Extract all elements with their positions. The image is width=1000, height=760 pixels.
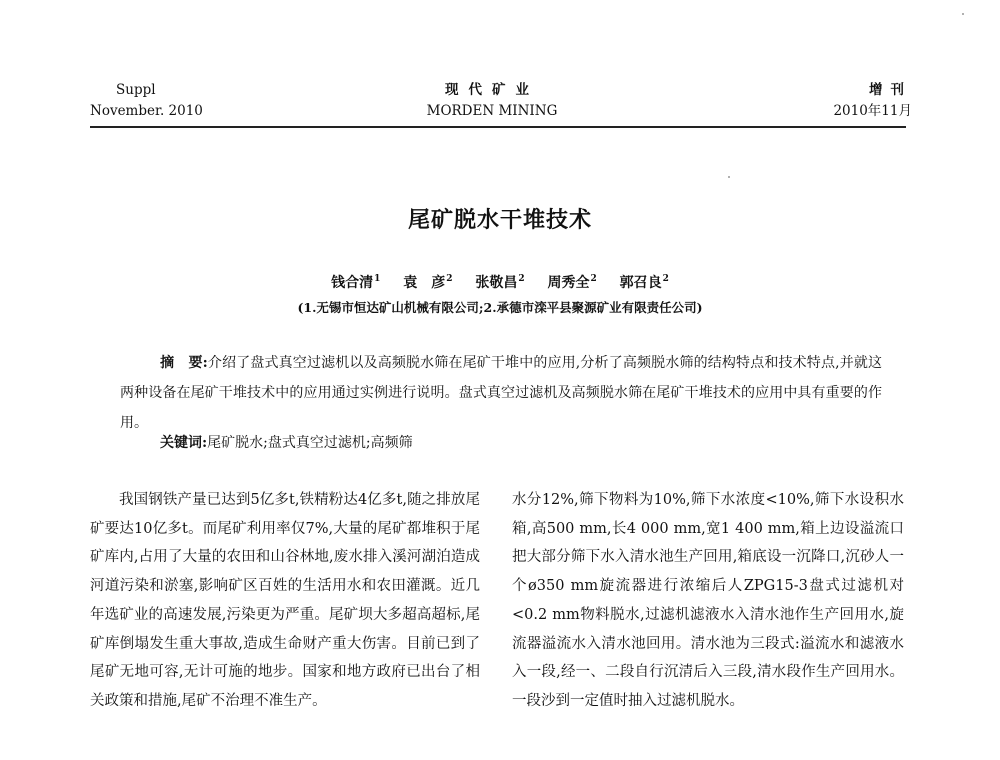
keywords	[160, 432, 413, 452]
body-paragraph: 我国钢铁产量已达到5亿多t,铁精粉达4亿多t,随之排放尾矿要达10亿多t。而尾矿利用率仅7%,大量的尾矿都堆积于尾矿库内,占用了大量的农田和山谷林地,废水排入溪河湖泊造成河道污染和淤塞,影响矿区百姓的生活用水和农田灌溉。近几年选矿业的高速发展,污染更为严重。尾矿坝大多超高超标,尾矿库倒塌发生重大事故,造成生命财产重大伤害。目前已到了尾矿无地可容,无计可施的地步。国家和地方政府已出台了相关政策和措施,尾矿不治理不准生产。	[90, 492, 480, 709]
abstract	[120, 348, 882, 438]
abstract-label: 摘 要:	[160, 355, 208, 371]
header-left	[90, 80, 203, 122]
journal-name-cn: 现代矿业	[445, 82, 539, 98]
journal-name-en: MORDEN MINING	[426, 103, 558, 119]
header-right	[833, 80, 912, 122]
body-column-left	[90, 486, 480, 716]
header-date-cn: 2010年11月	[833, 103, 912, 119]
header-suppl: Suppl	[116, 82, 156, 98]
article-title: 尾矿脱水干堆技术	[407, 207, 592, 233]
header-supplement-cn: 增刊	[869, 82, 912, 98]
scan-speck	[962, 13, 964, 15]
abstract-text: 介绍了盘式真空过滤机以及高频脱水筛在尾矿干堆中的应用,分析了高频脱水筛的结构特点和技术特点,并就这两种设备在尾矿干堆技术中的应用通过实例进行说明。盘式真空过滤机及高频脱水筛在尾矿干堆技术的应用中具有重要的作用。	[120, 355, 882, 431]
keywords-label: 关键词:	[160, 435, 208, 451]
keywords-text: 尾矿脱水;盘式真空过滤机;高频筛	[207, 435, 413, 451]
author: 钱合清$^1$	[331, 274, 381, 291]
scan-speck	[728, 176, 730, 178]
author: 周秀全$^2$	[547, 274, 597, 291]
body-paragraph: 水分12%,筛下物料为10%,筛下水浓度<10%,筛下水设积水箱,高500 mm,长4 000 mm,宽1 400 mm,箱上边设溢流口把大部分筛下水入清水池生产回用,箱底设一沉降口,沉砂人一个ø350 mm旋流器进行浓缩后人ZPG15-3盘式过滤机对<0.2 mm物料脱水,过滤机滤液水入清水池作生产回用水,旋流器溢流水入清水池回用。清水池为三段式:溢流水和滤液水入一段,经一、二段自行沉清后入三段,清水段作生产回用水。一段沙到一定值时抽入过滤机脱水。	[512, 492, 904, 709]
header-date-en: November. 2010	[90, 103, 203, 119]
body-column-right	[512, 486, 904, 716]
author: 郭召良$^2$	[619, 274, 669, 291]
affiliations: (1.无锡市恒达矿山机械有限公司;2.承德市滦平县聚源矿业有限责任公司)	[297, 300, 703, 315]
header-journal	[350, 80, 634, 122]
author: 袁 彦$^2$	[403, 274, 453, 291]
header-rule	[90, 126, 906, 128]
author: 张敬昌$^2$	[475, 274, 525, 291]
author-list	[0, 272, 1000, 292]
